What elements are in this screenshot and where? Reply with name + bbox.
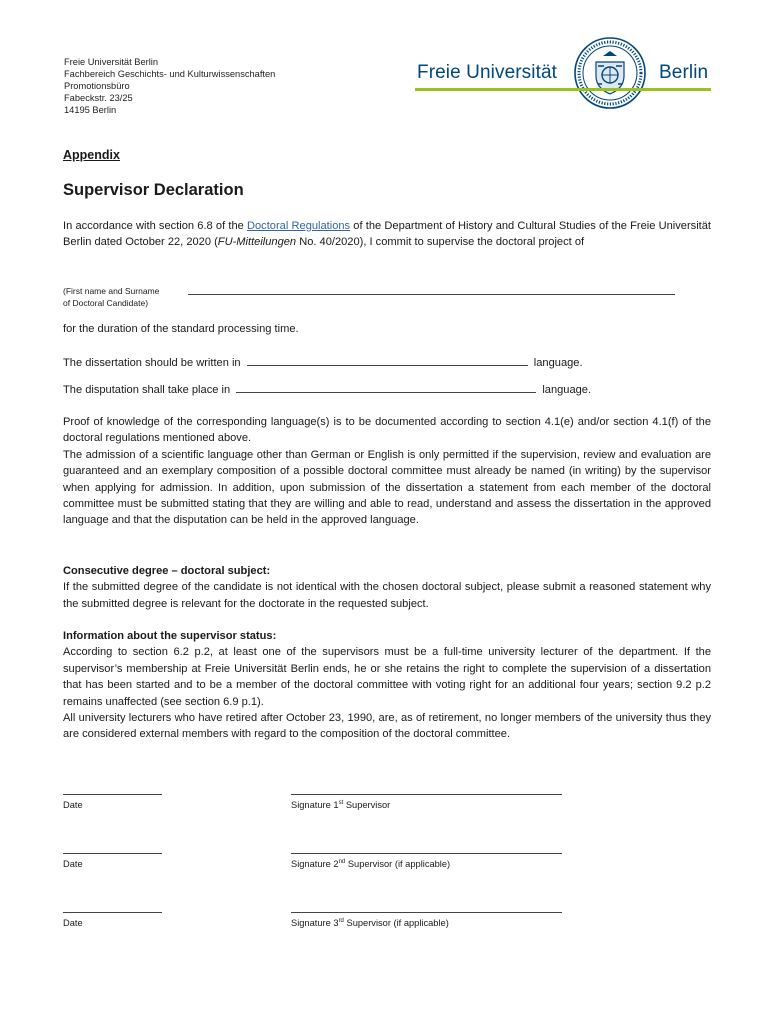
date-label: Date	[63, 800, 83, 810]
admission-paragraph: The admission of a scientific language other than German or English is only permitted if the supervision, review and evaluation are guaranteed and an exemplary composition of a possible doctoral committee must already be named (in writing) by the supervisor when applying for admission. In addition, upon submission of the dissertation a statement from each member of the doctoral committee must be submitted stating that they are willing and able to read, understand and assess the dissertation in the approved language and that the disputation can be held in the approved language.	[63, 448, 711, 527]
consecutive-degree-text: If the submitted degree of the candidate is not identical with the chosen doctoral subject, please submit a reasoned statement why the submitted degree is relevant for the doctorate in the requested subject.	[63, 581, 711, 610]
intro-text: In accordance with section 6.8 of the	[63, 220, 247, 232]
candidate-label-line: of Doctoral Candidate)	[63, 298, 149, 308]
address-line: Promotionsbüro	[64, 81, 130, 91]
candidate-field-label	[63, 285, 159, 309]
intro-text: of the Department of History and Cultural Studies of the Freie Universität Berlin dated October 22, 2020 (	[63, 220, 712, 249]
date-field[interactable]	[63, 794, 162, 795]
signature-label-3: Signature 3rd Supervisor (if applicable)	[291, 918, 449, 929]
language-suffix: language.	[542, 384, 592, 396]
language-requirements-section	[63, 414, 711, 529]
logo-text-left: Freie Universität	[417, 62, 558, 83]
university-logo	[415, 36, 711, 94]
address-line: Freie Universität Berlin	[64, 57, 159, 67]
consecutive-degree-heading: Consecutive degree – doctoral subject:	[63, 565, 271, 577]
logo-accent-rule	[415, 88, 711, 91]
date-field[interactable]	[63, 912, 162, 913]
publication-name: FU-Mitteilungen	[217, 236, 297, 249]
proof-paragraph: Proof of knowledge of the corresponding language(s) is to be documented according to section 4.1(e) and/or section 4.1(f) of the doctoral regulations mentioned above.	[63, 416, 711, 445]
supervisor-status-section	[63, 628, 711, 743]
doctoral-regulations-link[interactable]: Doctoral Regulations	[247, 220, 351, 232]
address-line: Fabeckstr. 23/25	[64, 93, 133, 103]
address-line: Fachbereich Geschichts- und Kulturwissenschaften	[64, 69, 276, 79]
supervisor-status-text: According to section 6.2 p.2, at least one of the supervisors must be a full-time university lecturer of the department. If the supervisor’s membership at Freie Universität Berlin ends, he or she retains the right to complete the supervision of a dissertation that has been started and to be a member of the doctoral committee with voting right for an additional four years; section 9.2 p.2 remains unaffected (see section 6.9 p.1).	[63, 646, 711, 708]
date-label: Date	[63, 859, 83, 869]
address-line: 14195 Berlin	[64, 105, 117, 115]
disputation-language-row	[63, 382, 591, 396]
supervisor-status-heading: Information about the supervisor status:	[63, 630, 277, 642]
intro-text: No. 40/2020), I commit to supervise the doctoral project of	[296, 236, 585, 249]
supervisor-status-text: All university lecturers who have retired after October 23, 1990, are, as of retirement, no longer members of the university thus they are considered external members with regard to the composition of the doctoral committee.	[63, 712, 711, 741]
signature-field-2[interactable]	[291, 853, 562, 854]
logo-text-right: Berlin	[659, 62, 709, 83]
language-suffix: language.	[533, 357, 583, 369]
date-label: Date	[63, 918, 83, 928]
dissertation-language-label: The dissertation should be written in	[63, 357, 241, 369]
candidate-label-line: (First name and Surname	[63, 286, 160, 296]
dissertation-language-field[interactable]	[247, 355, 528, 366]
signature-label-2: Signature 2nd Supervisor (if applicable)	[291, 859, 451, 870]
candidate-name-field[interactable]	[188, 294, 675, 295]
disputation-language-field[interactable]	[236, 382, 536, 393]
dissertation-language-row	[63, 355, 583, 369]
signature-field-1[interactable]	[291, 794, 562, 795]
signature-label-1: Signature 1st Supervisor	[291, 800, 391, 811]
page-title: Supervisor Declaration	[63, 181, 244, 199]
date-field[interactable]	[63, 853, 162, 854]
disputation-language-label: The disputation shall take place in	[63, 384, 231, 396]
sender-address	[64, 56, 275, 116]
consecutive-degree-section	[63, 563, 711, 612]
signature-field-3[interactable]	[291, 912, 562, 913]
intro-paragraph	[63, 218, 711, 251]
university-seal-icon	[573, 36, 647, 110]
appendix-heading: Appendix	[63, 148, 120, 162]
duration-text: for the duration of the standard processing time.	[63, 323, 299, 335]
